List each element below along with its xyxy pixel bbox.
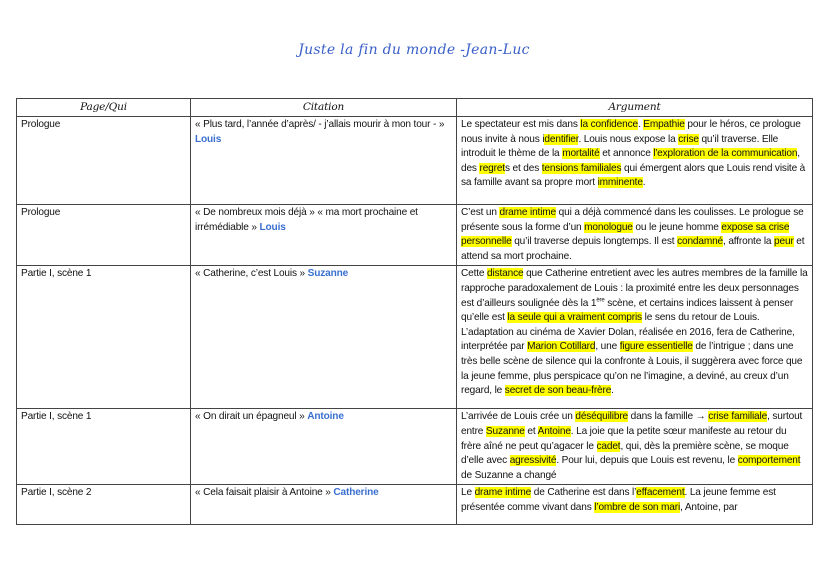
- argument-cell: [457, 205, 813, 266]
- argument-text: et annonce: [599, 148, 654, 160]
- highlighted-text: figure essentielle: [619, 341, 693, 353]
- argument-text: dans la famille →: [628, 411, 709, 423]
- page-cell: [17, 205, 191, 266]
- page-label: Partie I, scène 1: [21, 268, 92, 280]
- citation-cell: [191, 485, 457, 525]
- argument-text: . Pour lui, depuis que Louis est revenu, le: [556, 455, 738, 467]
- highlighted-text: tensions familiales: [541, 162, 622, 174]
- argument-text: , affronte la: [723, 236, 775, 248]
- highlighted-text: dentifier: [544, 133, 579, 145]
- table-header-row: [17, 99, 813, 117]
- citation-cell: [191, 117, 457, 205]
- argument-text: , une: [595, 341, 620, 353]
- argument-text: .: [642, 177, 646, 189]
- argument-text: . La joie que la petite sœur manifeste au retour du frère aîné ne peut qu’agacer le: [461, 425, 787, 452]
- argument-cell: [457, 266, 813, 409]
- argument-text: pour le héros, ce prologue nous invite à nous i: [461, 119, 801, 145]
- quote-text: « De nombreux mois déjà » « ma mort prochaine et irrémédiable »: [195, 207, 418, 233]
- highlighted-text: effacement: [636, 487, 685, 499]
- argument-cell: [457, 117, 813, 205]
- document-title: Juste la fin du monde -Jean-Luc: [298, 42, 530, 58]
- highlighted-text: l’ombre de son mari: [594, 501, 681, 513]
- highlighted-text: Marion Cotillard: [527, 341, 596, 353]
- argument-text: , Antoine, par: [680, 501, 738, 513]
- argument-text: scène, et certains indices laissent à penser qu’elle est: [461, 297, 794, 324]
- highlighted-text: la confidence: [580, 119, 638, 130]
- highlighted-text: Empathie: [643, 119, 685, 130]
- highlighted-text: drame intime: [474, 487, 532, 499]
- column-header-page: Page/Qui: [17, 99, 191, 117]
- highlighted-text: déséquilibre: [575, 411, 628, 423]
- quote-text: « Catherine, c’est Louis »: [195, 268, 305, 280]
- page-cell: [17, 485, 191, 525]
- highlighted-text: secret de son beau-frère: [504, 385, 612, 397]
- argument-text: . Louis nous expose la: [578, 133, 679, 145]
- argument-text: , des: [461, 148, 800, 174]
- argument-text: de l’intrigue ; dans une très belle scène de silence qui la confronte à Louis, il suggèrera avec force que la jeune femme, plus perspicace qu’on ne l’imagine, a deviné, au creux d’un regard, le: [461, 341, 803, 397]
- page-label: Prologue: [21, 207, 61, 218]
- highlighted-text: condamné: [677, 236, 724, 248]
- quote-text: « On dirait un épagneul »: [195, 411, 305, 423]
- argument-text: Le: [461, 487, 475, 499]
- highlighted-text: imminente: [597, 177, 643, 189]
- citation-cell: [191, 266, 457, 409]
- highlighted-text: mortalité: [562, 148, 600, 160]
- page-label: Partie I, scène 1: [21, 411, 92, 423]
- highlighted-text: Antoine: [537, 425, 571, 437]
- argument-cell: [457, 409, 813, 485]
- argument-text: .: [611, 385, 614, 397]
- speaker-name: Louis: [195, 133, 222, 145]
- argument-text: ère: [596, 297, 605, 304]
- table-row: [17, 485, 813, 525]
- page-cell: [17, 266, 191, 409]
- page-cell: [17, 117, 191, 205]
- argument-text: .: [637, 119, 644, 130]
- highlighted-text: la seule qui a vraiment compris: [507, 312, 642, 324]
- highlighted-text: drame intime: [499, 207, 557, 218]
- argument-text: et: [524, 425, 538, 437]
- column-header-citation: Citation: [191, 99, 457, 117]
- page-cell: [17, 409, 191, 485]
- highlighted-text: crise: [678, 133, 699, 145]
- table-row: [17, 409, 813, 485]
- speaker-name: Catherine: [333, 487, 379, 499]
- quotes-table: [16, 98, 813, 525]
- citation-cell: [191, 205, 457, 266]
- speaker-name: Suzanne: [307, 268, 349, 280]
- highlighted-text: regret: [479, 162, 505, 174]
- highlighted-text: l'exploration de la communication: [653, 148, 798, 160]
- highlighted-text: peur: [774, 236, 794, 248]
- argument-text: C’est un: [461, 207, 500, 218]
- highlighted-text: monologue: [584, 221, 633, 233]
- quote-text: « Plus tard, l’année d’après/ - j’allais mourir à mon tour - »: [195, 119, 445, 130]
- highlighted-text: expose sa crise personnelle: [461, 221, 790, 248]
- table-row: [17, 205, 813, 266]
- argument-text: de Suzanne a changé: [461, 469, 557, 481]
- argument-text: qu’il traverse. Elle introduit le thème de la: [461, 133, 779, 160]
- argument-text: qu’il traverse depuis longtemps. Il est: [511, 236, 678, 248]
- argument-text: qui a déjà commencé dans les coulisses. Le prologue se présente sous la forme d’un: [461, 207, 804, 233]
- highlighted-text: distance: [487, 268, 524, 280]
- highlighted-text: comportement: [737, 455, 801, 467]
- page-label: Prologue: [21, 119, 61, 130]
- argument-cell: [457, 485, 813, 525]
- page-label: Partie I, scène 2: [21, 487, 92, 499]
- table-row: [17, 266, 813, 409]
- speaker-name: Antoine: [307, 411, 344, 423]
- highlighted-text: Suzanne: [485, 425, 525, 437]
- argument-text: s et des: [504, 162, 542, 174]
- argument-text: le sens du retour de Louis. L’adaptation au cinéma de Xavier Dolan, réalisée en 2016, fera de Catherine, interprétée par: [461, 312, 795, 353]
- argument-text: . La jeune femme est présentée comme vivant dans: [461, 487, 776, 513]
- column-header-argument: Argument: [457, 99, 813, 117]
- argument-text: Cette: [461, 268, 488, 280]
- argument-text: que Catherine entretient avec les autres membres de la famille la rapproche paradoxalement de Louis : la proximité entre les deux personnages est d’ailleurs soulignée dès la 1: [461, 268, 808, 309]
- table-row: [17, 117, 813, 205]
- quote-text: « Cela faisait plaisir à Antoine »: [195, 487, 331, 499]
- argument-text: , qui, dès la première scène, se moque d’elle avec: [461, 440, 789, 467]
- highlighted-text: crise familiale: [708, 411, 768, 423]
- argument-text: qui émergent alors que Louis rend visite à sa famille avant sa propre mort: [461, 162, 806, 189]
- argument-text: et attend sa mort prochaine.: [461, 236, 805, 262]
- argument-text: Le spectateur est mis dans: [461, 119, 581, 130]
- argument-text: , surtout entre: [461, 411, 803, 437]
- highlighted-text: cadet: [596, 440, 621, 452]
- argument-text: ou le jeune homme: [632, 221, 722, 233]
- argument-text: de Catherine est dans l’: [531, 487, 637, 499]
- highlighted-text: agressivité: [509, 455, 557, 467]
- speaker-name: Louis: [259, 221, 286, 233]
- argument-text: L’arrivée de Louis crée un: [461, 411, 576, 423]
- citation-cell: [191, 409, 457, 485]
